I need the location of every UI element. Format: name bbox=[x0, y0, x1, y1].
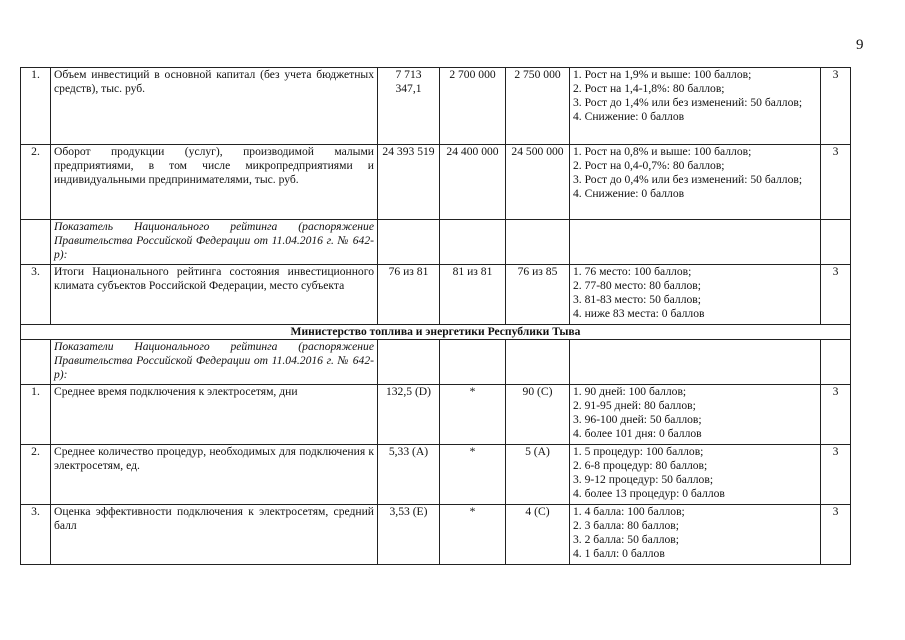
empty-cell bbox=[570, 340, 821, 385]
empty-cell bbox=[440, 340, 506, 385]
weight-cell: 3 bbox=[821, 145, 851, 220]
note-row bbox=[21, 220, 851, 265]
indicators-table bbox=[20, 67, 851, 565]
value-cell-3: 2 750 000 bbox=[506, 68, 570, 145]
indicator-name: Среднее время подключения к электросетям, дни bbox=[51, 385, 378, 445]
empty-cell bbox=[506, 340, 570, 385]
empty-cell bbox=[21, 220, 51, 265]
scoring-criteria: 1. Рост на 1,9% и выше: 100 баллов; 2. Рост на 1,4-1,8%: 80 баллов; 3. Рост до 1,4% или без изменений: 50 баллов; 4. Снижение: 0 баллов bbox=[570, 68, 821, 145]
empty-cell bbox=[21, 340, 51, 385]
row-number: 1. bbox=[21, 385, 51, 445]
value-cell-3: 24 500 000 bbox=[506, 145, 570, 220]
table-row bbox=[21, 385, 851, 445]
empty-cell bbox=[378, 340, 440, 385]
weight-cell: 3 bbox=[821, 505, 851, 565]
indicator-name: Объем инвестиций в основной капитал (без учета бюджетных средств), тыс. руб. bbox=[51, 68, 378, 145]
value-cell-3: 4 (С) bbox=[506, 505, 570, 565]
value-cell-2: 2 700 000 bbox=[440, 68, 506, 145]
empty-cell bbox=[821, 220, 851, 265]
page-number: 9 bbox=[856, 37, 864, 53]
scoring-criteria: 1. Рост на 0,8% и выше: 100 баллов; 2. Рост на 0,4-0,7%: 80 баллов; 3. Рост до 0,4% или без изменений: 50 баллов; 4. Снижение: 0 баллов bbox=[570, 145, 821, 220]
value-cell-1: 3,53 (Е) bbox=[378, 505, 440, 565]
rating-note: Показатели Национального рейтинга (распоряжение Правительства Российской Федерации от 11.04.2016 г. № 642-р): bbox=[51, 340, 378, 385]
indicator-name: Итоги Национального рейтинга состояния инвестиционного климата субъектов Российской Федерации, место субъекта bbox=[51, 265, 378, 325]
table-row bbox=[21, 68, 851, 145]
row-number: 1. bbox=[21, 68, 51, 145]
table-row bbox=[21, 505, 851, 565]
value-cell-1: 76 из 81 bbox=[378, 265, 440, 325]
value-cell-3: 90 (С) bbox=[506, 385, 570, 445]
scoring-criteria: 1. 5 процедур: 100 баллов; 2. 6-8 процедур: 80 баллов; 3. 9-12 процедур: 50 баллов; 4. более 13 процедур: 0 баллов bbox=[570, 445, 821, 505]
row-number: 2. bbox=[21, 145, 51, 220]
value-cell-3: 76 из 85 bbox=[506, 265, 570, 325]
weight-cell: 3 bbox=[821, 265, 851, 325]
indicator-name: Оборот продукции (услуг), производимой малыми предприятиями, в том числе микропредприятиями и индивидуальными предпринимателями, тыс. руб. bbox=[51, 145, 378, 220]
value-cell-1: 24 393 519 bbox=[378, 145, 440, 220]
weight-cell: 3 bbox=[821, 445, 851, 505]
row-number: 2. bbox=[21, 445, 51, 505]
weight-cell: 3 bbox=[821, 68, 851, 145]
value-cell-2: 81 из 81 bbox=[440, 265, 506, 325]
rating-note: Показатель Национального рейтинга (распоряжение Правительства Российской Федерации от 11.04.2016 г. № 642-р): bbox=[51, 220, 378, 265]
table-row bbox=[21, 265, 851, 325]
section-row bbox=[21, 325, 851, 340]
weight-cell: 3 bbox=[821, 385, 851, 445]
scoring-criteria: 1. 90 дней: 100 баллов; 2. 91-95 дней: 80 баллов; 3. 96-100 дней: 50 баллов; 4. более 101 дня: 0 баллов bbox=[570, 385, 821, 445]
row-number: 3. bbox=[21, 505, 51, 565]
scoring-criteria: 1. 76 место: 100 баллов; 2. 77-80 место: 80 баллов; 3. 81-83 место: 50 баллов; 4. ниже 83 места: 0 баллов bbox=[570, 265, 821, 325]
value-cell-2: * bbox=[440, 445, 506, 505]
value-cell-2: * bbox=[440, 385, 506, 445]
empty-cell bbox=[440, 220, 506, 265]
value-cell-1: 132,5 (D) bbox=[378, 385, 440, 445]
value-cell-2: * bbox=[440, 505, 506, 565]
scoring-criteria: 1. 4 балла: 100 баллов; 2. 3 балла: 80 баллов; 3. 2 балла: 50 баллов; 4. 1 балл: 0 баллов bbox=[570, 505, 821, 565]
value-cell-1: 5,33 (А) bbox=[378, 445, 440, 505]
indicator-name: Среднее количество процедур, необходимых для подключения к электросетям, ед. bbox=[51, 445, 378, 505]
empty-cell bbox=[821, 340, 851, 385]
value-cell-1: 7 713 347,1 bbox=[378, 68, 440, 145]
row-number: 3. bbox=[21, 265, 51, 325]
empty-cell bbox=[570, 220, 821, 265]
value-cell-3: 5 (А) bbox=[506, 445, 570, 505]
table-row bbox=[21, 445, 851, 505]
note-row bbox=[21, 340, 851, 385]
table-row bbox=[21, 145, 851, 220]
section-title: Министерство топлива и энергетики Республики Тыва bbox=[21, 325, 851, 340]
empty-cell bbox=[378, 220, 440, 265]
indicator-name: Оценка эффективности подключения к электросетям, средний балл bbox=[51, 505, 378, 565]
value-cell-2: 24 400 000 bbox=[440, 145, 506, 220]
empty-cell bbox=[506, 220, 570, 265]
